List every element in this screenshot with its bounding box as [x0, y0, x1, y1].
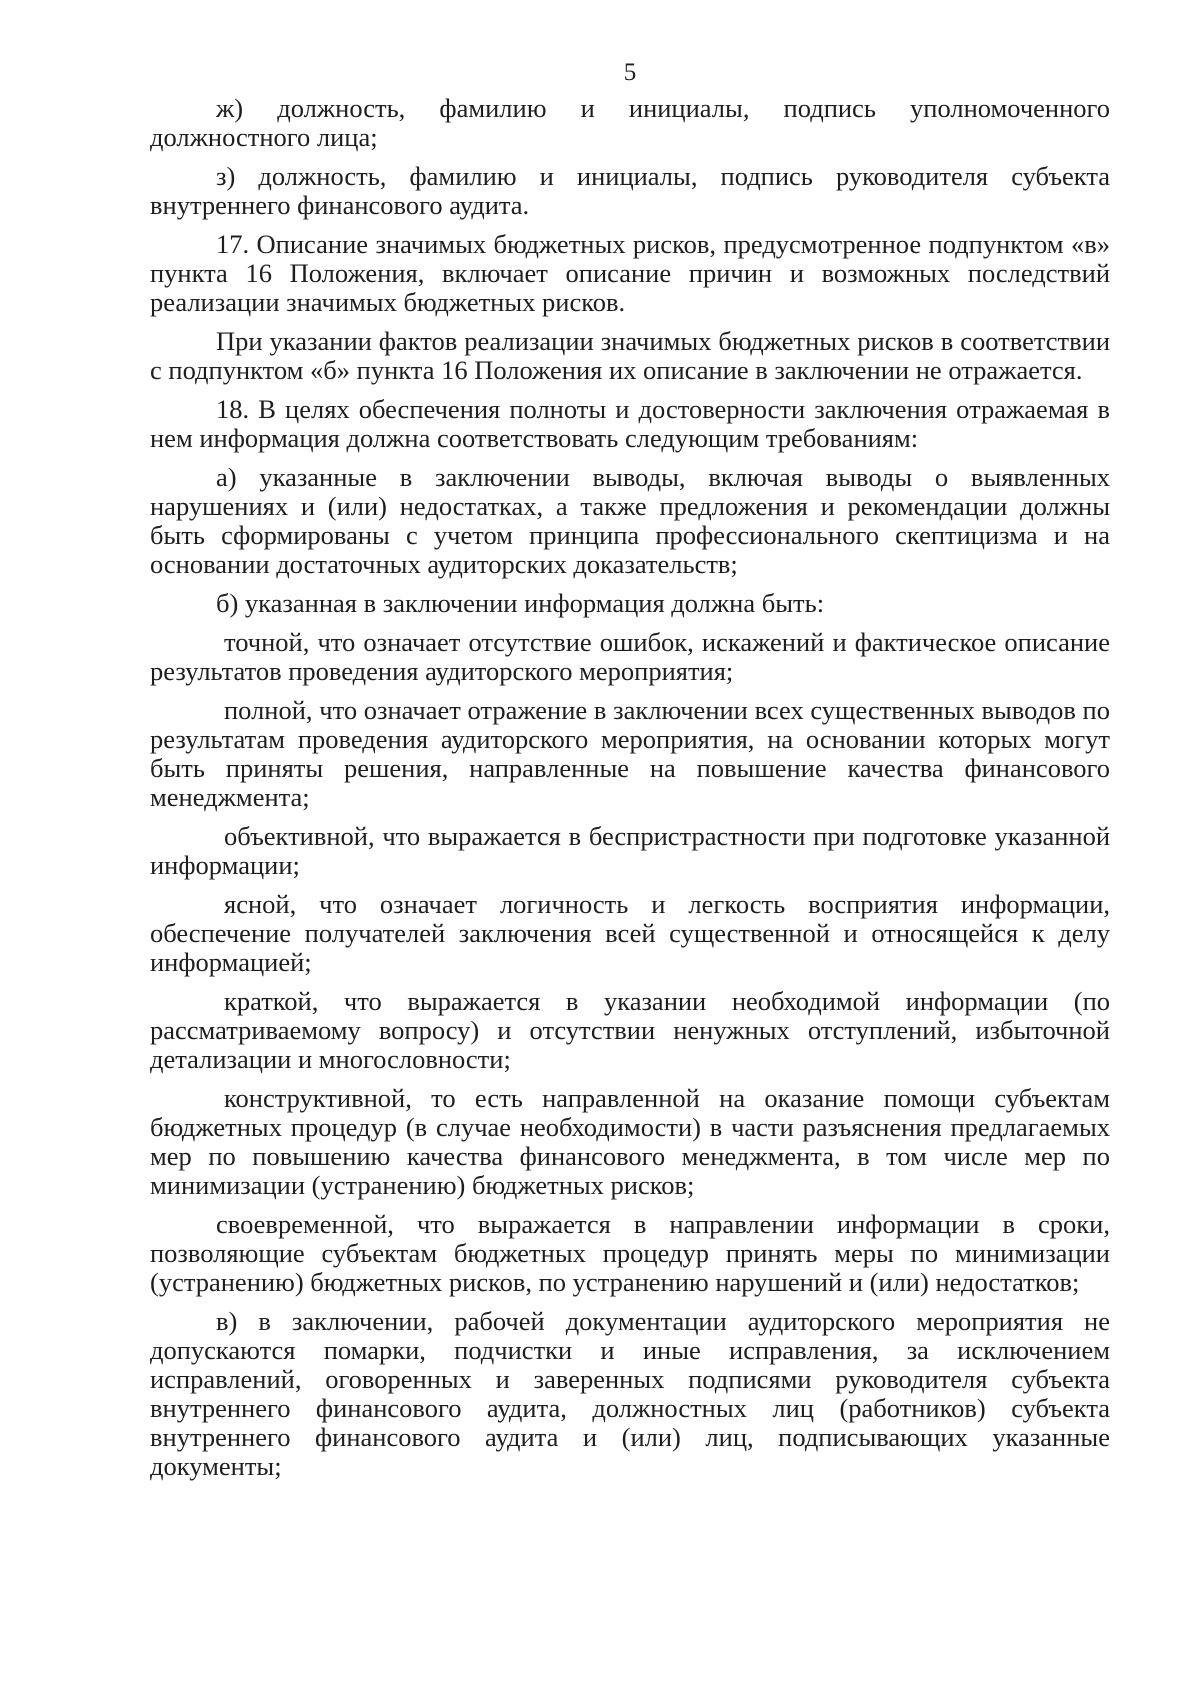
paragraph-item-a: а) указанные в заключении выводы, включая выводы о выявленных нарушениях и (или) недостатках, а также предложения и рекомендации должны быть сформированы с учетом принципа профессионального скептицизма и на основании достаточных аудиторских доказательств;	[150, 462, 1110, 579]
document-page	[150, 58, 1110, 1668]
paragraph-clear: ясной, что означает логичность и легкость восприятия информации, обеспечение получателей заключения всей существенной и относящейся к делу информацией;	[150, 889, 1110, 977]
paragraph-item-z: з) должность, фамилию и инициалы, подпись руководителя субъекта внутреннего финансового аудита.	[150, 161, 1110, 220]
paragraph-clause-18: 18. В целях обеспечения полноты и достоверности заключения отражаемая в нем информация должна соответствовать следующим требованиям:	[150, 394, 1110, 453]
paragraph-risk-facts: При указании фактов реализации значимых бюджетных рисков в соответствии с подпунктом «б» пункта 16 Положения их описание в заключении не отражается.	[150, 326, 1110, 385]
paragraph-item-zh: ж) должность, фамилию и инициалы, подпись уполномоченного должностного лица;	[150, 93, 1110, 152]
paragraph-objective: объективной, что выражается в беспристрастности при подготовке указанной информации;	[150, 821, 1110, 880]
paragraph-concise: краткой, что выражается в указании необходимой информации (по рассматриваемому вопросу) и отсутствии ненужных отступлений, избыточной детализации и многословности;	[150, 986, 1110, 1074]
paragraph-item-b: б) указанная в заключении информация должна быть:	[216, 588, 825, 618]
paragraph-accurate: точной, что означает отсутствие ошибок, искажений и фактическое описание результатов проведения аудиторского мероприятия;	[150, 627, 1110, 686]
paragraph-complete: полной, что означает отражение в заключении всех существенных выводов по результатам проведения аудиторского мероприятия, на основании которых могут быть приняты решения, направленные на повышение качества финансового менеджмента;	[150, 695, 1110, 812]
paragraph-timely: своевременной, что выражается в направлении информации в сроки, позволяющие субъектам бюджетных процедур принять меры по минимизации (устранению) бюджетных рисков, по устранению нарушений и (или) недостатков;	[150, 1209, 1110, 1297]
page-number: 5	[623, 59, 637, 86]
paragraph-item-v: в) в заключении, рабочей документации аудиторского мероприятия не допускаются помарки, подчистки и иные исправления, за исключением исправлений, оговоренных и заверенных подписями руководителя субъекта внутреннего финансового аудита, должностных лиц (работников) субъекта внутреннего финансового аудита и (или) лиц, подписывающих указанные документы;	[150, 1306, 1110, 1481]
paragraph-clause-17: 17. Описание значимых бюджетных рисков, предусмотренное подпунктом «в» пункта 16 Положения, включает описание причин и возможных последствий реализации значимых бюджетных рисков.	[150, 229, 1110, 317]
paragraph-constructive: конструктивной, то есть направленной на оказание помощи субъектам бюджетных процедур (в случае необходимости) в части разъяснения предлагаемых мер по повышению качества финансового менеджмента, в том числе мер по минимизации (устранению) бюджетных рисков;	[150, 1083, 1110, 1200]
